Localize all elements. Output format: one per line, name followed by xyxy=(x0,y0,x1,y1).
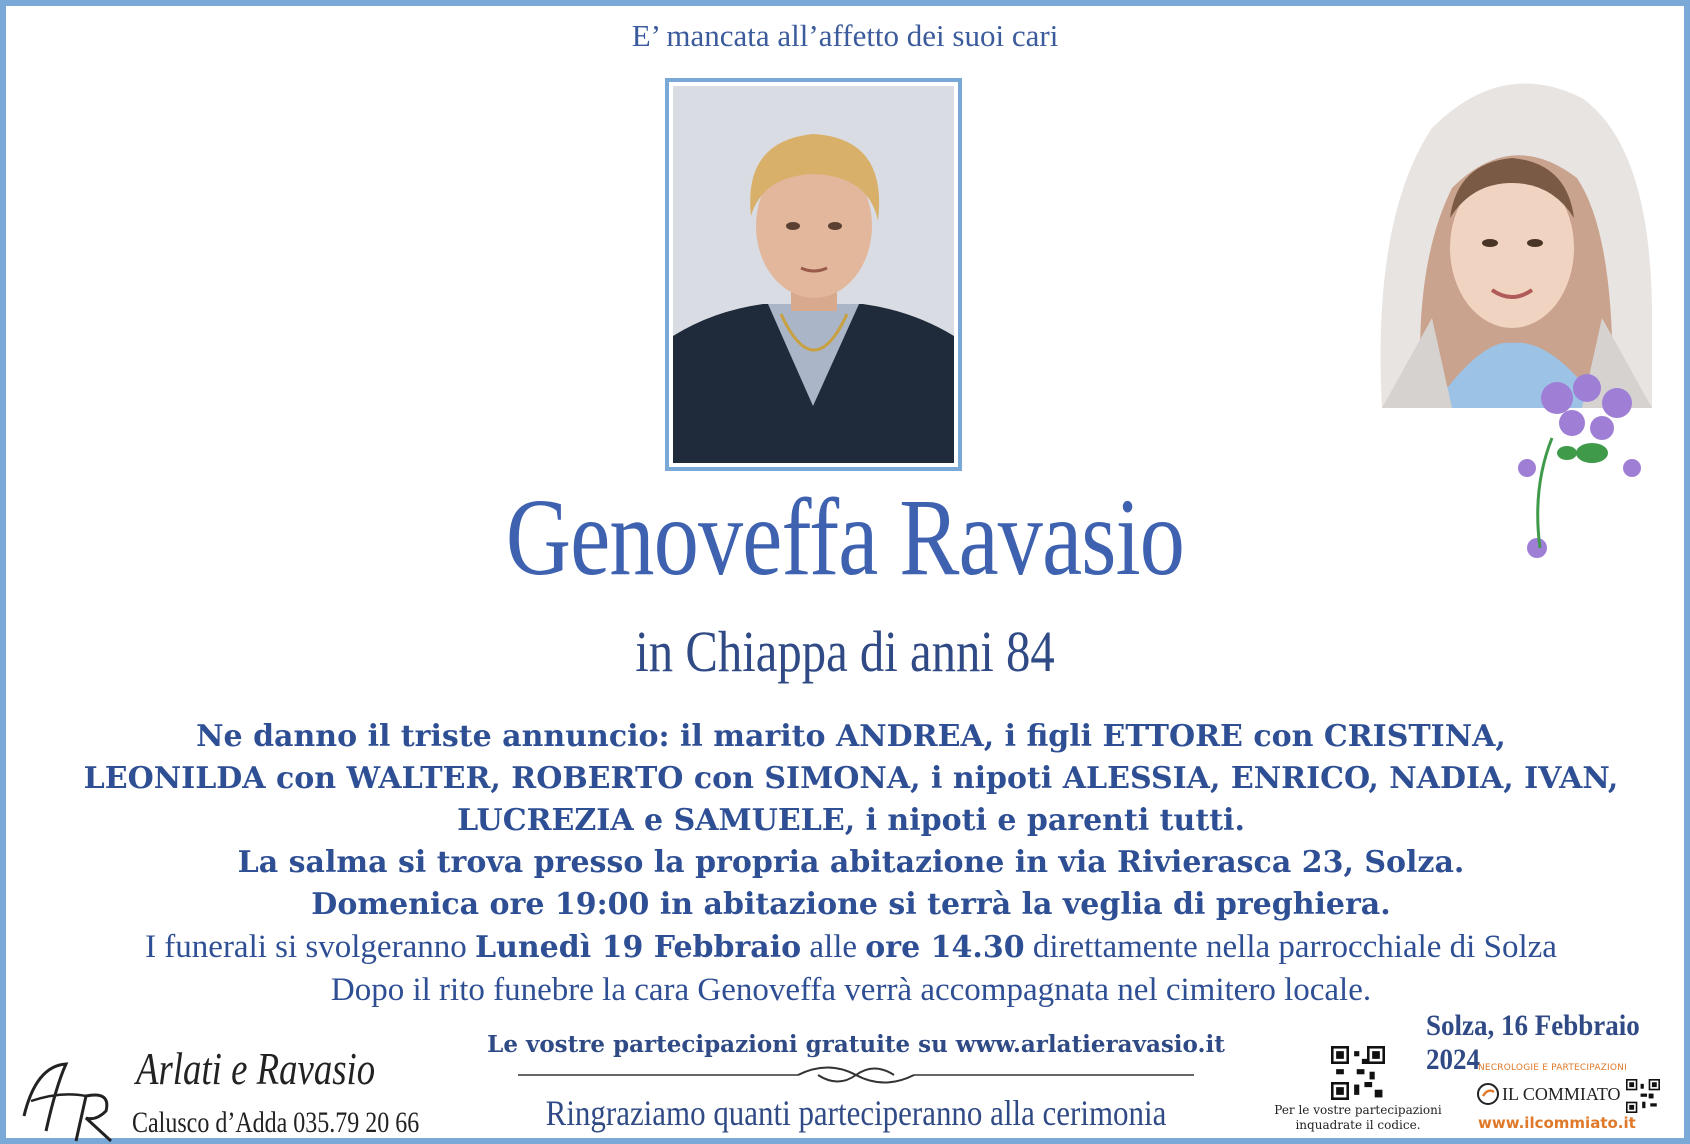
commiato-brand: IL COMMIATO xyxy=(1502,1084,1621,1104)
announcement-line-6 xyxy=(46,926,1656,969)
announcement-text xyxy=(46,716,1656,1011)
qr-caption-line-1: Per le vostre partecipazioni xyxy=(1274,1103,1442,1117)
funeral-text-c: alle xyxy=(801,929,866,965)
funeral-text-e: direttamente nella parrocchiale di Solza xyxy=(1024,929,1557,965)
announcement-line-3: LUCREZIA e SAMUELE, i nipoti e parenti tutti. xyxy=(457,803,1245,838)
announcement-line-7: Dopo il rito funebre la cara Genoveffa verrà accompagnata nel cimitero locale. xyxy=(330,972,1372,1008)
funeral-text-a: I funerali si svolgeranno xyxy=(145,929,475,965)
qr-code-icon xyxy=(1331,1046,1385,1100)
divider-ornament xyxy=(518,1060,1194,1090)
announcement-line-2: LEONILDA con WALTER, ROBERTO con SIMONA, i nipoti ALESSIA, ENRICO, NADIA, IVAN, xyxy=(83,761,1619,796)
intro-line: E’ mancata all’affetto dei suoi cari xyxy=(631,18,1059,53)
participations-link-text: Le vostre partecipazioni gratuite su www.arlatieravasio.it xyxy=(487,1031,1225,1058)
announcement-line-1: Ne danno il triste annuncio: il marito ANDREA, i figli ETTORE con CRISTINA, xyxy=(196,719,1506,754)
announcement-line-5: Domenica ore 19:00 in abitazione si terrà la veglia di preghiera. xyxy=(311,887,1391,922)
ar-monogram-logo xyxy=(16,1056,126,1144)
commiato-url: www.ilcommiato.it xyxy=(1478,1114,1636,1132)
qr-caption-line-2: inquadrate il codice. xyxy=(1295,1118,1421,1132)
date-place: Solza, 16 Febbraio 2024 xyxy=(1426,1009,1640,1076)
thanks-line: Ringraziamo quanti parteciperanno alla cerimonia xyxy=(545,1093,1167,1133)
deceased-subtitle: in Chiappa di anni 84 xyxy=(635,619,1055,684)
qr-caption xyxy=(1268,1103,1448,1133)
portrait-photo xyxy=(665,78,962,471)
deceased-name: Genoveffa Ravasio xyxy=(505,476,1185,598)
qr-code-small-icon xyxy=(1626,1079,1660,1113)
funeral-time: ore 14.30 xyxy=(865,930,1025,965)
announcement-line-4: La salma si trova presso la propria abitazione in via Rivierasca 23, Solza. xyxy=(237,845,1465,880)
commiato-tagline: NECROLOGIE E PARTECIPAZIONI xyxy=(1478,1063,1627,1073)
company-address: Calusco d’Adda 035.79 20 66 xyxy=(132,1106,420,1139)
company-name: Arlati e Ravasio xyxy=(136,1043,376,1094)
funeral-date: Lunedì 19 Febbraio xyxy=(474,930,802,965)
commiato-logo-icon xyxy=(1476,1082,1500,1106)
